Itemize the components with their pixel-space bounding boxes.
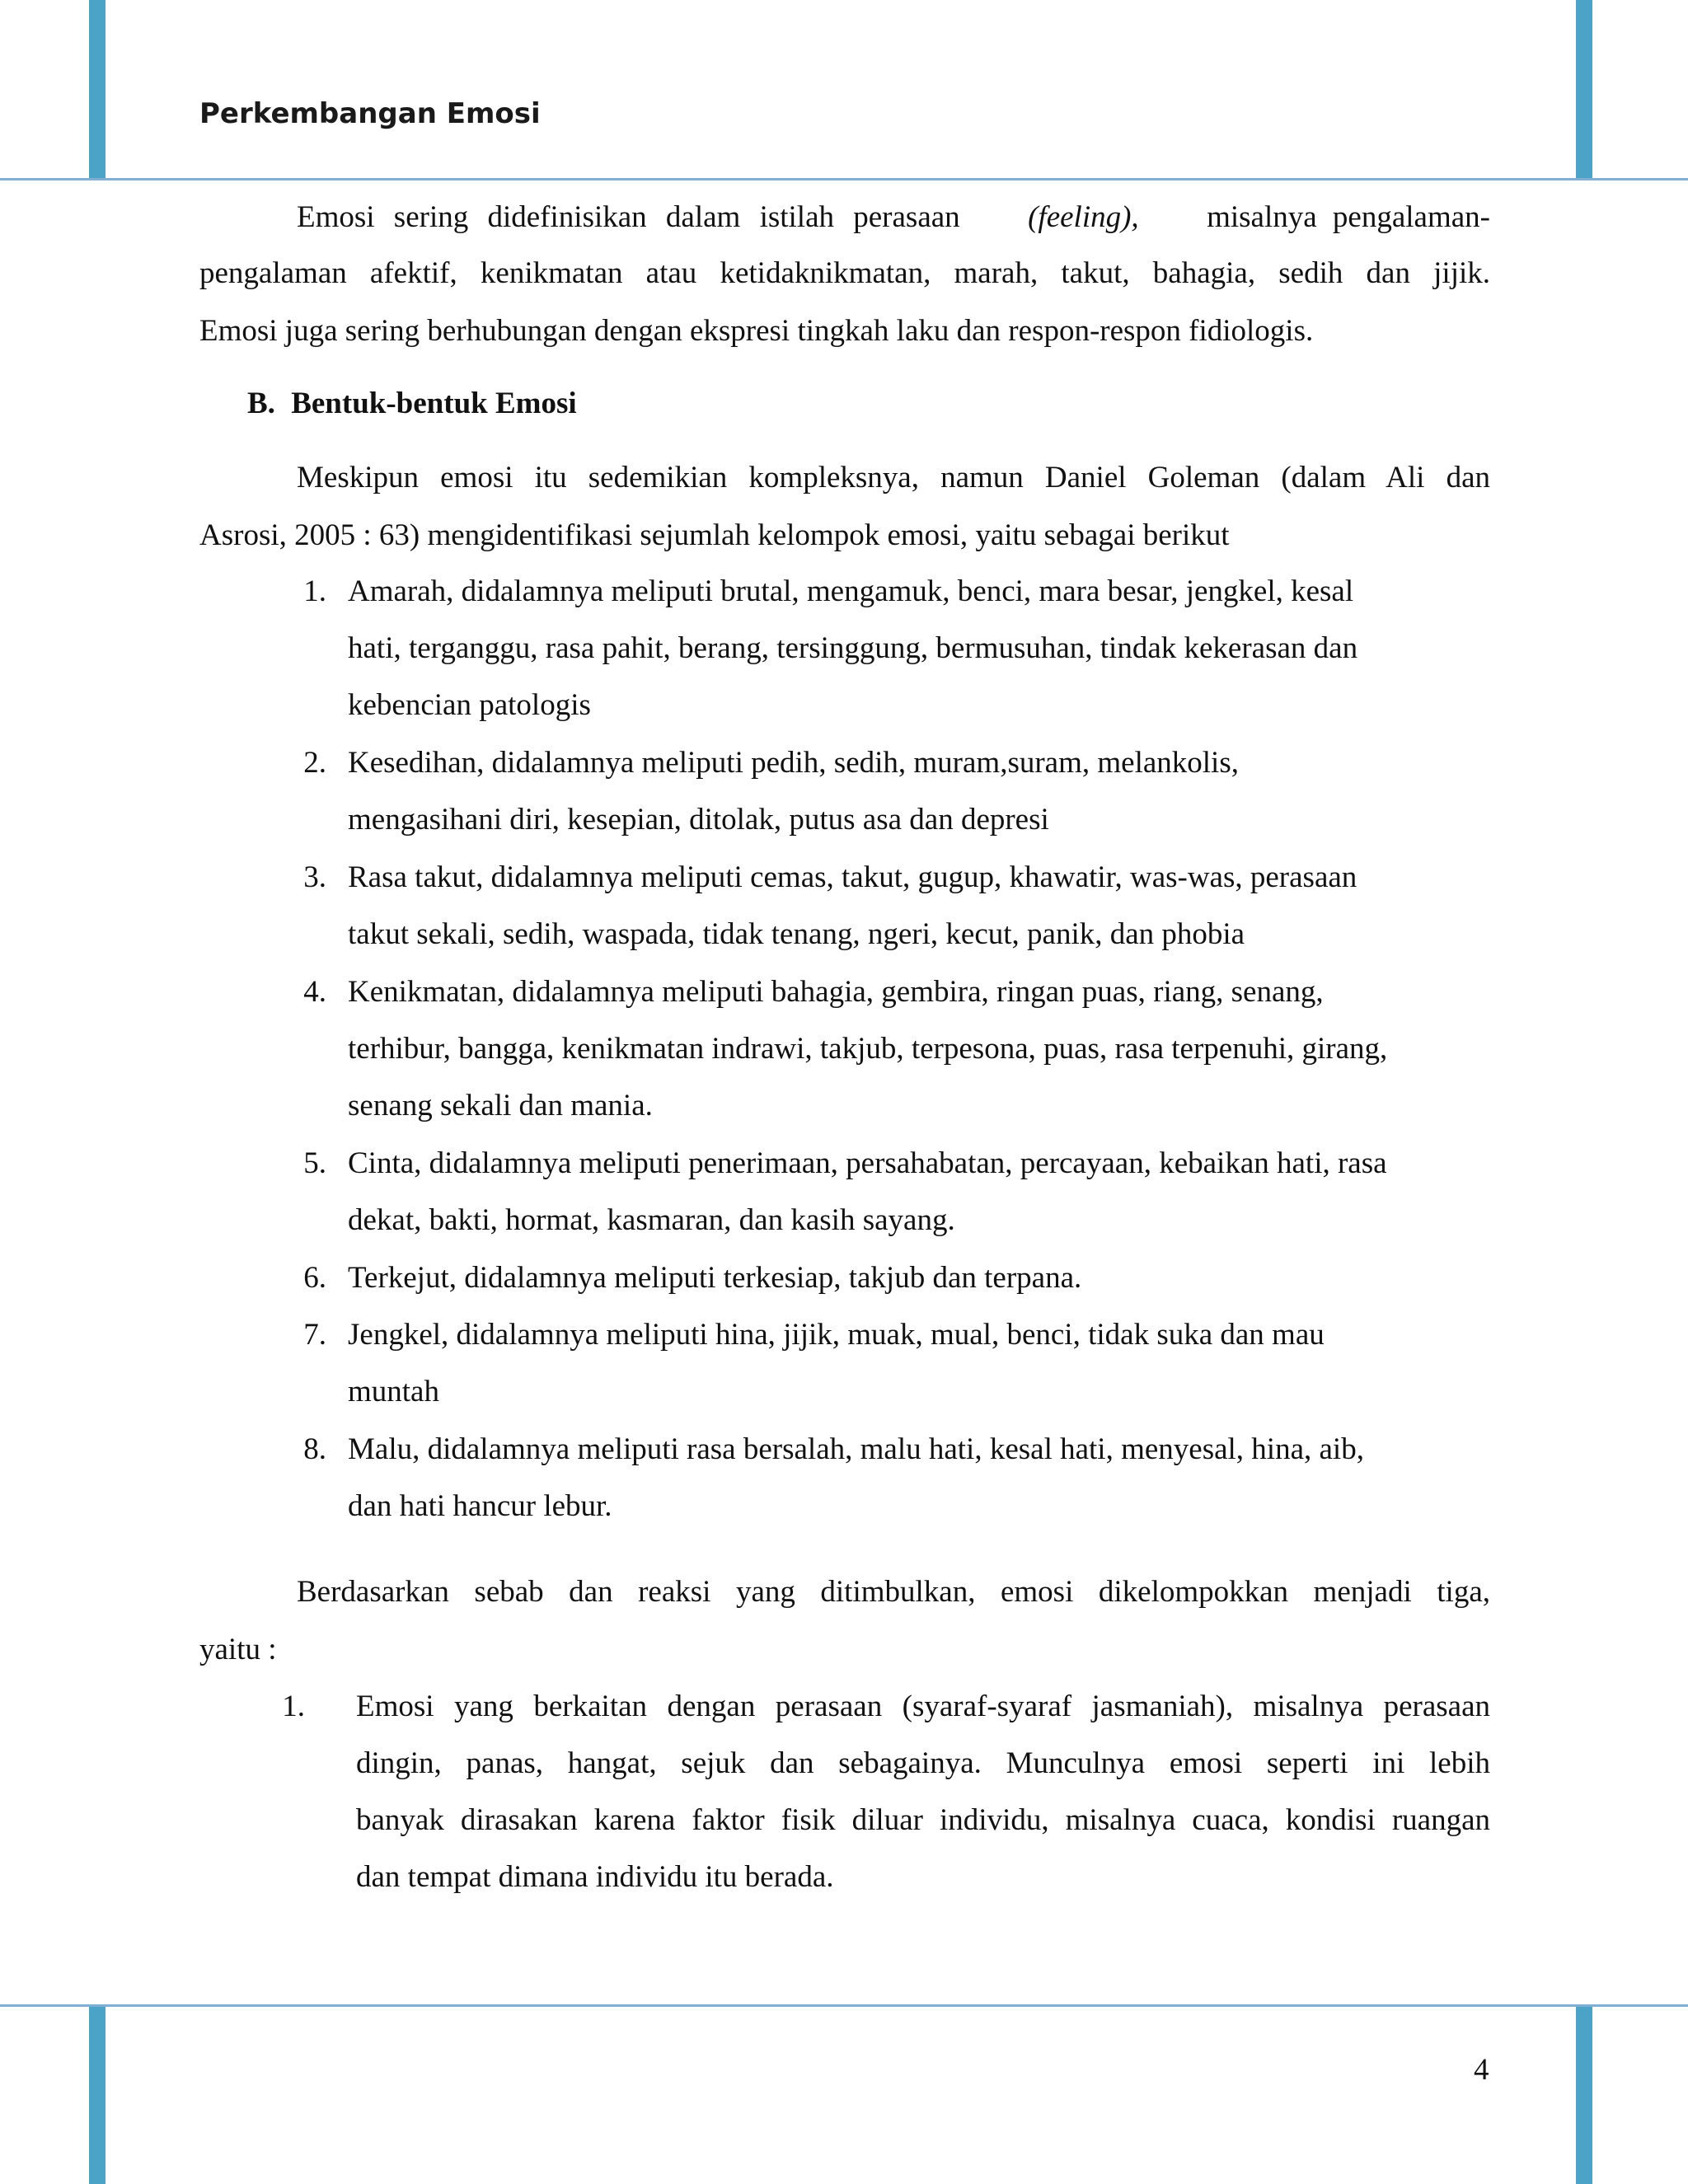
text-line: pengalaman afektif, kenikmatan atau ketidaknikmatan, marah, takut, bahagia, sedih dan jijik.: [199, 256, 1490, 290]
bottom-left-accent-bar: [89, 2007, 106, 2184]
list-number: 6.: [303, 1261, 326, 1295]
top-left-accent-bar: [89, 0, 106, 178]
text-line: Emosi sering didefinisikan dalam istilah perasaan: [297, 200, 960, 234]
text-line: Jengkel, didalamnya meliputi hina, jijik, muak, mual, benci, tidak suka dan mau: [348, 1318, 1325, 1352]
list-number: 7.: [303, 1318, 326, 1352]
section-heading: [247, 386, 1538, 421]
list-number: 3.: [303, 860, 326, 894]
list-number: 2.: [303, 746, 326, 780]
bottom-right-accent-bar: [1576, 2007, 1592, 2184]
text-line: Cinta, didalamnya meliputi penerimaan, persahabatan, percayaan, kebaikan hati, rasa: [348, 1146, 1387, 1180]
text-line: dan hati hancur lebur.: [348, 1489, 612, 1523]
top-right-accent-bar: [1576, 0, 1592, 178]
text-line: dingin, panas, hangat, sejuk dan sebagainya. Munculnya emosi seperti ini lebih: [356, 1746, 1490, 1780]
text-line: mengasihani diri, kesepian, ditolak, putus asa dan depresi: [348, 803, 1049, 837]
footer-rule: [0, 2004, 1688, 2007]
text-line: banyak dirasakan karena faktor fisik diluar individu, misalnya cuaca, kondisi ruangan: [356, 1803, 1490, 1837]
text-line: Amarah, didalamnya meliputi brutal, mengamuk, benci, mara besar, jengkel, kesal: [348, 574, 1354, 608]
section-title: Bentuk-bentuk Emosi: [291, 387, 577, 420]
text-line: Rasa takut, didalamnya meliputi cemas, takut, gugup, khawatir, was-was, perasaan: [348, 860, 1357, 894]
text-line: yaitu :: [199, 1633, 277, 1666]
page-number: 4: [1474, 2053, 1489, 2087]
text-line: Kenikmatan, didalamnya meliputi bahagia, gembira, ringan puas, riang, senang,: [348, 975, 1324, 1009]
text-line: Terkejut, didalamnya meliputi terkesiap, takjub dan terpana.: [348, 1261, 1082, 1295]
text-line: Asrosi, 2005 : 63) mengidentifikasi sejumlah kelompok emosi, yaitu sebagai berikut: [199, 518, 1230, 552]
text-line: Emosi juga sering berhubungan dengan ekspresi tingkah laku dan respon-respon fidiologis.: [199, 314, 1314, 348]
text-line: kebencian patologis: [348, 688, 591, 722]
text-line: hati, terganggu, rasa pahit, berang, tersinggung, bermusuhan, tindak kekerasan dan: [348, 631, 1358, 665]
feeling-term: (feeling),: [1028, 200, 1139, 234]
list-number: 1.: [303, 574, 326, 608]
text-line: senang sekali dan mania.: [348, 1089, 653, 1122]
text-line: muntah: [348, 1375, 439, 1408]
list-number: 1.: [282, 1690, 305, 1723]
text-line: dekat, bakti, hormat, kasmaran, dan kasih sayang.: [348, 1203, 955, 1237]
text-line: Emosi yang berkaitan dengan perasaan (syaraf-syaraf jasmaniah), misalnya perasaan: [356, 1690, 1490, 1723]
running-header-title: Perkembangan Emosi: [199, 97, 541, 130]
section-letter: B.: [247, 387, 275, 420]
text-line: dan tempat dimana individu itu berada.: [356, 1860, 834, 1894]
text-line: misalnya pengalaman-: [1207, 200, 1490, 234]
text-line: Berdasarkan sebab dan reaksi yang ditimbulkan, emosi dikelompokkan menjadi tiga,: [297, 1575, 1490, 1609]
text-line: Kesedihan, didalamnya meliputi pedih, sedih, muram,suram, melankolis,: [348, 746, 1239, 780]
header-rule: [0, 178, 1688, 180]
text-line: Malu, didalamnya meliputi rasa bersalah, malu hati, kesal hati, menyesal, hina, aib,: [348, 1432, 1364, 1466]
list-number: 8.: [303, 1432, 326, 1466]
text-line: terhibur, bangga, kenikmatan indrawi, takjub, terpesona, puas, rasa terpenuhi, girang,: [348, 1032, 1388, 1066]
list-number: 4.: [303, 975, 326, 1009]
list-number: 5.: [303, 1146, 326, 1180]
text-line: Meskipun emosi itu sedemikian kompleksnya, namun Daniel Goleman (dalam Ali dan: [297, 461, 1490, 494]
text-line: takut sekali, sedih, waspada, tidak tenang, ngeri, kecut, panik, dan phobia: [348, 917, 1245, 951]
